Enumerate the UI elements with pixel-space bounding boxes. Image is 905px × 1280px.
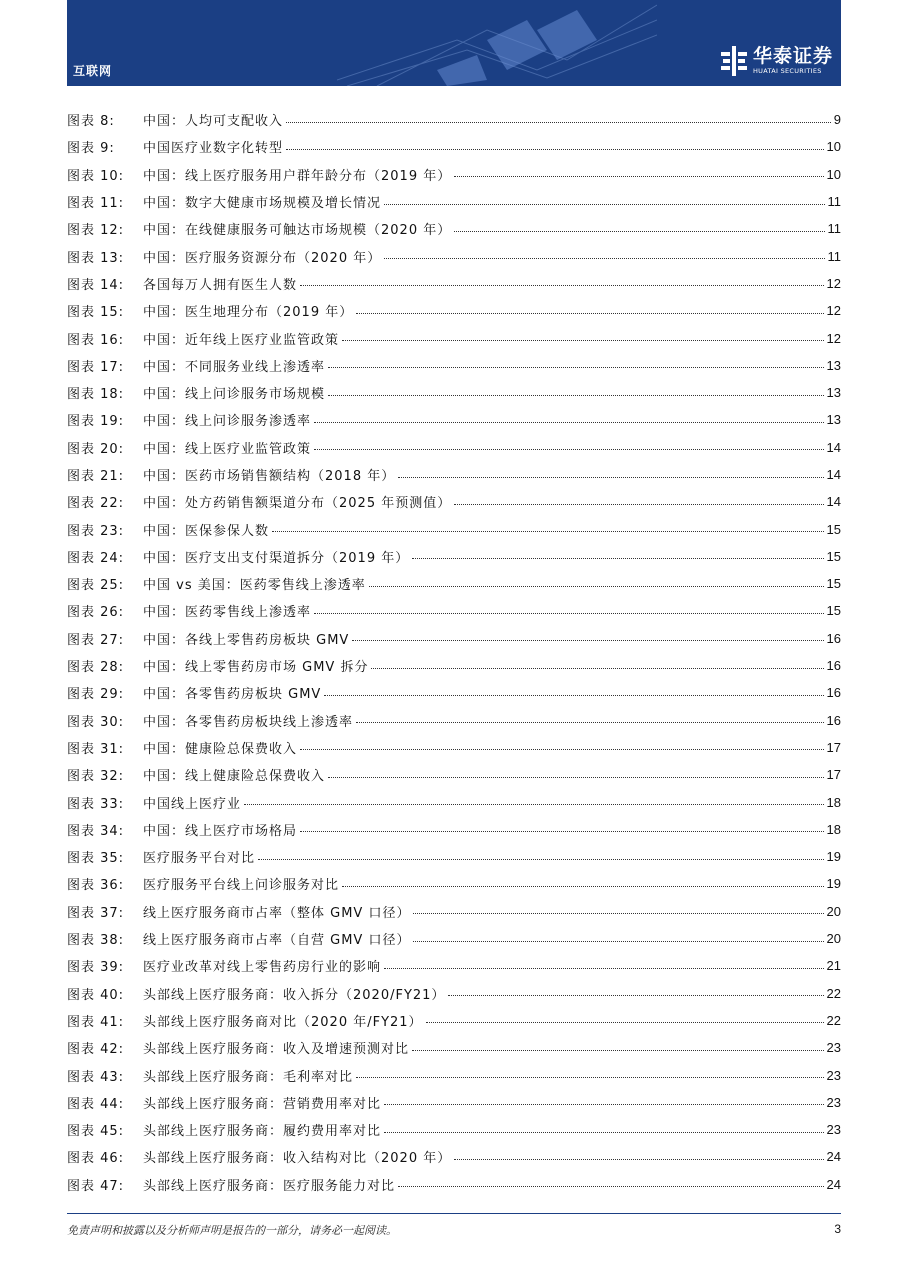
toc-entry-page: 12	[826, 330, 841, 346]
toc-entry-title: 中国：人均可支配收入	[143, 114, 284, 130]
toc-entry-label: 图表 47:	[67, 1178, 125, 1194]
toc-entry[interactable]	[67, 843, 841, 870]
toc-entry-label: 图表 42:	[67, 1042, 125, 1058]
toc-entry-page: 23	[826, 1094, 841, 1110]
toc-entry-label: 图表 45:	[67, 1124, 125, 1140]
toc-entry-title: 线上医疗服务商市占率（整体 GMV 口径）	[143, 905, 411, 921]
toc-entry-page: 17	[826, 739, 841, 755]
disclaimer-text: 免责声明和披露以及分析师声明是报告的一部分，请务必一起阅读。	[67, 1224, 397, 1237]
toc-entry[interactable]	[67, 925, 841, 952]
dot-leader	[328, 367, 824, 368]
brand-name-cn: 华泰证券	[752, 45, 833, 67]
toc-entry[interactable]	[67, 434, 841, 461]
toc-entry[interactable]	[67, 188, 841, 215]
toc-entry-page: 23	[826, 1067, 841, 1083]
dot-leader	[314, 613, 824, 614]
toc-entry-label: 图表 13:	[67, 250, 125, 266]
toc-entry[interactable]	[67, 625, 841, 652]
toc-entry-title: 头部线上医疗服务商对比（2020 年/FY21）	[143, 1014, 423, 1030]
toc-entry-label: 图表 21:	[67, 469, 125, 484]
toc-entry[interactable]	[67, 870, 841, 897]
toc-entry-page: 23	[826, 1122, 841, 1138]
toc-entry-title: 中国：医保参保人数	[143, 523, 270, 539]
toc-entry-label: 图表 39:	[67, 960, 125, 976]
dot-leader	[413, 941, 823, 942]
toc-entry[interactable]	[67, 952, 841, 979]
toc-entry[interactable]	[67, 788, 841, 815]
toc-entry-title: 中国：处方药销售额渠道分布（2025 年预测值）	[143, 496, 452, 512]
toc-entry[interactable]	[67, 1061, 841, 1088]
toc-entry[interactable]	[67, 597, 841, 624]
toc-entry-label: 图表 14:	[67, 277, 125, 293]
dot-leader	[454, 231, 824, 232]
toc-entry-page: 20	[826, 931, 841, 947]
toc-entry-title: 头部线上医疗服务商：收入结构对比（2020 年）	[143, 1151, 452, 1167]
dot-leader	[314, 422, 824, 423]
toc-entry-title: 头部线上医疗服务商：履约费用率对比	[143, 1124, 382, 1140]
dot-leader	[454, 176, 823, 177]
toc-entry-label: 图表 43:	[67, 1069, 125, 1085]
toc-entry-page: 9	[833, 112, 841, 128]
dot-leader	[300, 285, 824, 286]
toc-entry[interactable]	[67, 297, 841, 324]
toc-entry-page: 19	[826, 849, 841, 865]
toc-entry-label: 图表 11:	[67, 196, 125, 212]
toc-entry-label: 图表 18:	[67, 387, 125, 403]
toc-entry-label: 图表 15:	[67, 305, 125, 321]
toc-entry-label: 图表 26:	[67, 605, 125, 621]
toc-entry-page: 15	[826, 576, 841, 592]
toc-entry-label: 图表 24:	[67, 550, 125, 566]
dot-leader	[384, 1132, 824, 1133]
toc-entry-page: 17	[826, 767, 841, 783]
dot-leader	[342, 886, 824, 887]
dot-leader	[356, 722, 824, 723]
dot-leader	[244, 804, 824, 805]
toc-entry-label: 图表 9:	[67, 141, 115, 157]
toc-entry[interactable]	[67, 761, 841, 788]
toc-entry[interactable]	[67, 679, 841, 706]
dot-leader	[300, 831, 824, 832]
toc-entry-title: 中国：医疗服务资源分布（2020 年）	[143, 250, 382, 266]
toc-entry[interactable]	[67, 816, 841, 843]
dot-leader	[384, 968, 824, 969]
toc-entry[interactable]	[67, 215, 841, 242]
toc-entry-page: 20	[826, 903, 841, 919]
toc-entry-title: 线上医疗服务商市占率（自营 GMV 口径）	[143, 933, 411, 949]
toc-entry-page: 11	[827, 194, 841, 210]
toc-entry[interactable]	[67, 980, 841, 1007]
toc-entry-page: 16	[826, 658, 841, 674]
toc-entry-label: 图表 38:	[67, 933, 125, 949]
toc-entry-label: 图表 29:	[67, 687, 125, 703]
toc-entry-title: 中国：线上零售药房市场 GMV 拆分	[143, 660, 369, 676]
toc-entry-label: 图表 20:	[67, 441, 125, 457]
toc-entry-label: 图表 37:	[67, 905, 125, 921]
toc-entry-page: 15	[826, 603, 841, 619]
toc-entry-page: 18	[826, 794, 841, 810]
toc-entry[interactable]	[67, 1116, 841, 1143]
toc-entry-title: 中国：近年线上医疗业监管政策	[143, 332, 340, 348]
toc-entry-title: 头部线上医疗服务商：营销费用率对比	[143, 1096, 382, 1112]
toc-entry-page: 12	[826, 303, 841, 319]
dot-leader	[454, 1159, 823, 1160]
toc-entry[interactable]	[67, 898, 841, 925]
header-decoration	[337, 0, 657, 86]
toc-entry[interactable]	[67, 1171, 841, 1198]
toc-entry-page: 24	[826, 1176, 841, 1192]
toc-entry-label: 图表 32:	[67, 769, 125, 785]
toc-entry-title: 中国：医生地理分布（2019 年）	[143, 305, 354, 321]
toc-entry-title: 头部线上医疗服务商：收入拆分（2020/FY21）	[143, 987, 446, 1003]
toc-entry[interactable]	[67, 161, 841, 188]
toc-entry-page: 14	[826, 494, 841, 510]
toc-entry-page: 21	[826, 958, 841, 974]
huatai-logo-icon	[721, 46, 747, 76]
toc-entry-label: 图表 46:	[67, 1151, 125, 1167]
section-label: 互联网	[73, 64, 113, 78]
toc-entry[interactable]	[67, 242, 841, 269]
toc-entry-title: 中国 vs 美国：医药零售线上渗透率	[143, 578, 366, 594]
dot-leader	[300, 749, 824, 750]
toc-entry[interactable]	[67, 352, 841, 379]
toc-entry[interactable]	[67, 133, 841, 160]
toc-entry[interactable]	[67, 270, 841, 297]
toc-entry-label: 图表 22:	[67, 496, 125, 512]
dot-leader	[286, 122, 831, 123]
toc-entry[interactable]	[67, 652, 841, 679]
page-number: 3	[834, 1222, 841, 1236]
toc-entry[interactable]	[67, 1143, 841, 1170]
toc-entry-title: 中国：线上健康险总保费收入	[143, 769, 326, 785]
toc-entry-page: 12	[826, 275, 841, 291]
toc-entry-label: 图表 35:	[67, 851, 125, 867]
dot-leader	[398, 1186, 824, 1187]
toc-entry-page: 23	[826, 1040, 841, 1056]
table-of-figures	[67, 106, 841, 1198]
page-footer	[67, 1222, 841, 1238]
toc-entry[interactable]	[67, 570, 841, 597]
toc-entry-label: 图表 25:	[67, 578, 125, 594]
toc-entry-title: 中国：医药市场销售额结构（2018 年）	[143, 469, 396, 484]
toc-entry-label: 图表 31:	[67, 741, 125, 757]
toc-entry-page: 18	[826, 821, 841, 837]
toc-entry-title: 中国：线上问诊服务渗透率	[143, 414, 312, 430]
dot-leader	[384, 1104, 824, 1105]
toc-entry[interactable]	[67, 734, 841, 761]
dot-leader	[258, 859, 824, 860]
toc-entry-label: 图表 30:	[67, 714, 125, 730]
toc-entry-title: 中国：健康险总保费收入	[143, 741, 298, 757]
toc-entry[interactable]	[67, 1034, 841, 1061]
toc-entry-page: 16	[826, 685, 841, 701]
toc-entry-title: 中国：数字大健康市场规模及增长情况	[143, 196, 382, 212]
toc-entry-label: 图表 17:	[67, 359, 125, 375]
brand-logo	[721, 46, 833, 76]
toc-entry-page: 16	[826, 712, 841, 728]
toc-entry-title: 医疗服务平台对比	[143, 851, 256, 867]
toc-entry-title: 中国：线上医疗业监管政策	[143, 441, 312, 457]
dot-leader	[324, 695, 823, 696]
toc-entry[interactable]	[67, 461, 841, 488]
toc-entry[interactable]	[67, 515, 841, 542]
toc-entry-page: 11	[827, 248, 841, 264]
toc-entry[interactable]	[67, 1007, 841, 1034]
toc-entry-label: 图表 34:	[67, 823, 125, 839]
toc-entry-label: 图表 33:	[67, 796, 125, 812]
toc-entry-page: 14	[826, 467, 841, 482]
dot-leader	[448, 995, 823, 996]
toc-entry[interactable]	[67, 106, 841, 133]
brand-name-en: HUATAI SECURITIES	[752, 67, 822, 75]
toc-entry-label: 图表 41:	[67, 1014, 125, 1030]
toc-entry[interactable]	[67, 707, 841, 734]
toc-entry[interactable]	[67, 379, 841, 406]
toc-entry[interactable]	[67, 324, 841, 351]
dot-leader	[454, 504, 823, 505]
toc-entry-page: 22	[826, 985, 841, 1001]
dot-leader	[314, 449, 824, 450]
footer-divider	[67, 1213, 841, 1214]
toc-entry-title: 中国线上医疗业	[143, 796, 242, 812]
toc-entry-page: 16	[826, 630, 841, 646]
dot-leader	[371, 668, 823, 669]
toc-entry[interactable]	[67, 1089, 841, 1116]
toc-entry[interactable]	[67, 488, 841, 515]
toc-entry-title: 医疗业改革对线上零售药房行业的影响	[143, 960, 382, 976]
toc-entry-page: 13	[826, 357, 841, 373]
toc-entry-title: 头部线上医疗服务商：医疗服务能力对比	[143, 1178, 396, 1194]
toc-entry-label: 图表 12:	[67, 223, 125, 239]
dot-leader	[398, 477, 823, 478]
toc-entry-label: 图表 36:	[67, 878, 125, 894]
dot-leader	[369, 586, 824, 587]
toc-entry-page: 13	[826, 412, 841, 428]
dot-leader	[286, 149, 824, 150]
toc-entry-label: 图表 8:	[67, 114, 115, 130]
toc-entry[interactable]	[67, 543, 841, 570]
toc-entry-page: 14	[826, 439, 841, 455]
toc-entry-label: 图表 27:	[67, 632, 125, 648]
toc-entry-label: 图表 10:	[67, 168, 125, 184]
toc-entry-title: 医疗服务平台线上问诊服务对比	[143, 878, 340, 894]
toc-entry-title: 中国：线上医疗服务用户群年龄分布（2019 年）	[143, 168, 452, 184]
toc-entry-label: 图表 23:	[67, 523, 125, 539]
dot-leader	[272, 531, 824, 532]
dot-leader	[384, 204, 824, 205]
toc-entry-title: 中国医疗业数字化转型	[143, 141, 284, 157]
toc-entry-title: 头部线上医疗服务商：收入及增速预测对比	[143, 1042, 410, 1058]
toc-entry-label: 图表 40:	[67, 987, 125, 1003]
dot-leader	[342, 340, 824, 341]
dot-leader	[412, 1050, 824, 1051]
toc-entry-page: 10	[826, 139, 841, 155]
toc-entry-title: 中国：各零售药房板块线上渗透率	[143, 714, 354, 730]
dot-leader	[426, 1022, 824, 1023]
toc-entry-label: 图表 19:	[67, 414, 125, 430]
toc-entry-title: 中国：在线健康服务可触达市场规模（2020 年）	[143, 223, 452, 239]
toc-entry-page: 19	[826, 876, 841, 892]
toc-entry-page: 15	[826, 521, 841, 537]
toc-entry-page: 10	[826, 166, 841, 182]
toc-entry-title: 中国：各零售药房板块 GMV	[143, 687, 322, 703]
dot-leader	[328, 395, 824, 396]
dot-leader	[413, 913, 823, 914]
toc-entry-page: 22	[826, 1012, 841, 1028]
toc-entry[interactable]	[67, 406, 841, 433]
toc-entry-page: 24	[826, 1149, 841, 1165]
toc-entry-title: 中国：不同服务业线上渗透率	[143, 359, 326, 375]
toc-entry-label: 图表 44:	[67, 1096, 125, 1112]
toc-entry-page: 11	[827, 221, 841, 237]
page-header	[67, 0, 841, 86]
toc-entry-title: 中国：线上问诊服务市场规模	[143, 387, 326, 403]
toc-entry-title: 中国：医药零售线上渗透率	[143, 605, 312, 621]
toc-entry-title: 中国：线上医疗市场格局	[143, 823, 298, 839]
toc-entry-page: 13	[826, 385, 841, 401]
toc-entry-label: 图表 28:	[67, 660, 125, 676]
dot-leader	[352, 640, 823, 641]
dot-leader	[328, 777, 824, 778]
toc-entry-title: 头部线上医疗服务商：毛利率对比	[143, 1069, 354, 1085]
dot-leader	[356, 313, 823, 314]
dot-leader	[412, 558, 823, 559]
dot-leader	[384, 258, 824, 259]
toc-entry-label: 图表 16:	[67, 332, 125, 348]
toc-entry-title: 各国每万人拥有医生人数	[143, 277, 298, 293]
toc-entry-title: 中国：各线上零售药房板块 GMV	[143, 632, 350, 648]
toc-entry-title: 中国：医疗支出支付渠道拆分（2019 年）	[143, 550, 410, 566]
dot-leader	[356, 1077, 824, 1078]
toc-entry-page: 15	[826, 548, 841, 564]
